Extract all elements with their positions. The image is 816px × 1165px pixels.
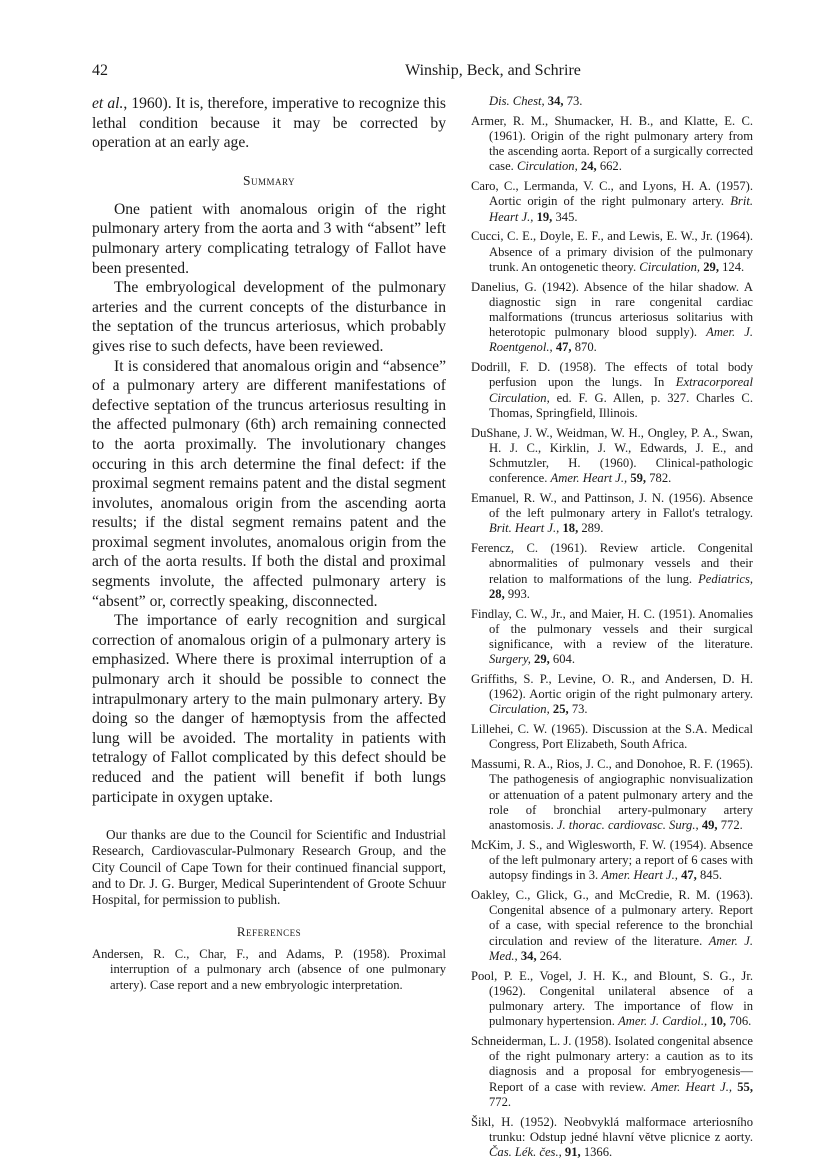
reference-pages: 993.	[507, 586, 530, 601]
reference-authors: DuShane, J. W., Weidman, W. H., Ongley, P. A., Swan, H. J. C., Kirklin, J. W., Edwards, J. E., and Schmutzler, H. (1960).	[471, 425, 753, 471]
reference-journal: Circulation,	[516, 159, 578, 174]
reference-item	[471, 114, 753, 175]
acknowledgement: Our thanks are due to the Council for Scientific and Industrial Research, Cardiovascular-Pulmonary Research Group, and the City Council of Cape Town for their continued financial support, and to Dr. J. G. Burger, Medical Superintendent of Groote Schuur Hospital, for permission to publish.	[92, 827, 446, 907]
reference-text: Absence of the left pulmonary artery in Fallot's tetralogy.	[489, 491, 753, 521]
reference-text: Discussion at the S.A. Medical Congress, Port Elizabeth, South Africa.	[489, 722, 753, 752]
reference-text: Congenital unilateral absence of a pulmonary artery. The importance of flow in pulmonary hypertension.	[489, 983, 753, 1029]
reference-item	[471, 360, 753, 421]
reference-journal: Amer. Heart J.,	[550, 471, 628, 486]
reference-item	[471, 722, 753, 752]
reference-volume: 49,	[701, 818, 718, 833]
reference-text: Aortic origin of the right pulmonary artery.	[489, 194, 725, 209]
reference-journal: Surgery,	[489, 652, 531, 667]
reference-pages: 706.	[729, 1014, 752, 1029]
reference-text: Absence of the hilar shadow. A diagnostic sign in rare congenital cardiac malformations (truncus arteriosus solitarius with heterotopic pulmonary blood supply).	[489, 279, 753, 340]
reference-journal: Amer. J. Cardiol.,	[618, 1014, 708, 1029]
reference-pages: 264.	[539, 948, 562, 963]
reference-journal: Amer. J. Med.,	[489, 933, 753, 963]
reference-item	[471, 1034, 753, 1110]
reference-item	[471, 969, 753, 1030]
reference-authors: Griffiths, S. P., Levine, O. R., and Andersen, D. H. (1962).	[471, 672, 753, 702]
reference-journal: Extracorporeal Circulation,	[489, 375, 753, 405]
reference-authors: Armer, R. M., Shumacker, H. B., and Klatte, E. C. (1961).	[471, 113, 753, 143]
reference-authors: Massumi, R. A., Rios, J. C., and Donohoe, R. F. (1965).	[471, 757, 753, 772]
reference-journal: Amer. J. Roentgenol.,	[489, 325, 753, 355]
reference-text: The effects of total body perfusion upon the lungs. In	[489, 360, 754, 390]
reference-authors: Lillehei, C. W. (1965).	[471, 722, 589, 737]
reference-text: Review article. Congenital abnormalities of pulmonary vessels and their relation to malformations of the lung.	[489, 541, 754, 586]
reference-authors: Emanuel, R. W., and Pattinson, J. N. (1956).	[471, 491, 706, 506]
reference-authors: Pool, P. E., Vogel, J. H. K., and Blount, S. G., Jr. (1962).	[471, 968, 753, 998]
page-number: 42	[92, 62, 108, 79]
reference-text: Clinical-pathologic conference.	[489, 456, 753, 486]
reference-text: Aortic origin of the right pulmonary artery.	[529, 687, 753, 702]
reference-item	[471, 757, 753, 833]
reference-volume: 55,	[737, 1079, 753, 1094]
reference-pages: 345.	[555, 209, 578, 224]
reference-volume: 47,	[681, 868, 697, 883]
reference-pages: 845.	[699, 868, 723, 883]
reference-text: Congenital absence of a pulmonary artery. Report of a case, with special reference to the bronchial circulation and review of the literature.	[489, 903, 753, 948]
reference-pages: 73.	[566, 94, 583, 108]
reference-journal: Brit. Heart J.,	[489, 521, 560, 536]
reference-item	[471, 888, 753, 964]
reference-volume: 24,	[580, 159, 597, 174]
running-head: Winship, Beck, and Schrire	[405, 62, 581, 79]
reference-pages: 662.	[599, 159, 622, 174]
reference-authors: Caro, C., Lermanda, V. C., and Lyons, H. A. (1957).	[471, 179, 753, 194]
intro-start: et al.	[92, 95, 124, 112]
reference-authors: Oakley, C., Glick, G., and McCredie, R. M. (1963).	[471, 888, 753, 903]
reference-journal: Brit. Heart J.,	[489, 194, 753, 224]
reference-volume: 18,	[562, 521, 579, 536]
reference-authors: Dodrill, F. D. (1958).	[471, 360, 597, 375]
reference-text: Isolated congenital absence of the right pulmonary artery: a caution as to its diagnosis and a proposal for embryogenesis—Report of a case with review.	[489, 1034, 753, 1094]
reference-item	[471, 179, 753, 225]
reference-volume: 29,	[534, 652, 550, 667]
reference-pages: 124.	[722, 259, 745, 274]
reference-authors: Ferencz, C. (1961).	[471, 541, 588, 556]
reference-item	[471, 491, 753, 537]
reference-text: Neobvyklá malformace arteriosního trunku: Odstup jedné hlavní větve plicnice z aorty.	[489, 1114, 753, 1144]
reference-volume: 91,	[564, 1145, 581, 1160]
reference-volume: 34,	[547, 94, 564, 108]
reference-authors: Šikl, H. (1952).	[471, 1114, 558, 1129]
reference-journal: Pediatrics,	[698, 571, 753, 586]
reference-pages: 772.	[489, 1094, 512, 1109]
reference-text: Origin of the right pulmonary artery from the ascending aorta. Report of a surgically corrected case.	[489, 129, 753, 174]
reference-text: Absence of a primary division of the pulmonary trunk. An ontogenetic theory.	[489, 244, 753, 274]
reference-volume: 34,	[520, 948, 537, 963]
reference-pages: 289.	[581, 521, 604, 536]
reference-volume: 59,	[630, 471, 647, 486]
reference-authors: Danelius, G. (1942).	[471, 279, 579, 294]
intro-paragraph	[92, 94, 446, 153]
summary-paragraph-4: The importance of early recognition and surgical correction of anomalous origin of a pulmonary artery is emphasized. Where there is proximal interruption of a pulmonary arch it should be possible to connect the intrapulmonary artery to the main pulmonary artery. By doing so the danger of hæmoptysis from the affected lung will be avoided. The mortality in patients with tetralogy of Fallot complicated by this defect should be reduced and the patient will benefit if both lungs participate in oxygen uptake.	[92, 612, 446, 806]
reference-pages: 73.	[571, 702, 588, 717]
reference-journal: Amer. Heart J.,	[601, 868, 678, 883]
reference-item	[471, 607, 753, 668]
reference-journal: Čas. Lék. čes.,	[489, 1145, 562, 1160]
reference-item	[471, 672, 753, 718]
reference-journal: Amer. Heart J.,	[651, 1079, 733, 1094]
reference-text: Proximal interruption of a pulmonary arch (absence of one pulmonary artery). Case report and a new embryologic interpretation.	[110, 947, 446, 992]
reference-item	[471, 229, 753, 275]
reference-authors: Cucci, C. E., Doyle, E. F., and Lewis, E. W., Jr. (1964).	[471, 229, 753, 244]
summary-paragraph-2: The embryological development of the pulmonary arteries and the current concepts of the disturbance in the septation of the truncus arteriosus, which probably gives rise to such defects, have been reviewed.	[92, 279, 446, 355]
reference-pages: 1366.	[583, 1145, 613, 1160]
summary-paragraph-1: One patient with anomalous origin of the right pulmonary artery from the aorta and 3 with “absent” left pulmonary artery complicating tetralogy of Fallot have been presented.	[92, 200, 446, 277]
reference-authors: McKim, J. S., and Wiglesworth, F. W. (1954).	[471, 837, 707, 852]
left-column	[92, 94, 446, 997]
reference-item	[92, 947, 446, 993]
reference-journal: Dis. Chest,	[489, 94, 545, 108]
reference-volume: 25,	[552, 702, 569, 717]
references-heading: References	[236, 924, 302, 940]
summary-paragraph-3: It is considered that anomalous origin and “absence” of a pulmonary artery are different manifestations of defective septation of the truncus arteriosus resulting in the affected pulmonary (6th) arch remaining connected to the aorta proximally. The involutionary changes occuring in this arch determine the final defect: if the proximal segment remains patent and the distal segment involutes, anomalous origin from the ascending aorta results; if the distal segment remains patent and the proximal segment involutes, anomalous origin from the arch of the aorta results. If both the distal and proximal segments involute, the affected pulmonary artery is “absent” or, correctly speaking, disconnected.	[92, 357, 446, 610]
reference-item	[471, 838, 753, 884]
reference-item	[471, 426, 753, 487]
reference-item	[471, 1115, 753, 1161]
reference-journal: Circulation,	[489, 702, 550, 717]
reference-volume: 10,	[710, 1014, 727, 1029]
reference-pages: 870.	[574, 340, 597, 355]
summary-heading: Summary	[242, 172, 296, 188]
reference-authors: Findlay, C. W., Jr., and Maier, H. C. (1951).	[471, 606, 696, 621]
reference-text: The pathogenesis of angiographic nonvisualization or attenuation of a patent pulmonary artery and the role of bronchial artery-pulmonary artery anastomosis.	[489, 772, 753, 833]
reference-volume: 47,	[555, 340, 572, 355]
reference-volume: 19,	[536, 209, 553, 224]
intro-rest: , 1960). It is, therefore, imperative to recognize this lethal condition because it may be corrected by operation at an early age.	[92, 95, 447, 152]
reference-journal: J. thorac. cardiovasc. Surg.,	[556, 818, 699, 833]
reference-item	[471, 280, 753, 356]
reference-authors: Andersen, R. C., Char, F., and Adams, P. (1958).	[92, 947, 390, 962]
reference-volume: 29,	[703, 259, 719, 274]
reference-journal: Circulation,	[639, 259, 701, 274]
reference-pages: 782.	[649, 471, 672, 486]
reference-item	[471, 541, 753, 602]
reference-volume: 28,	[489, 586, 505, 601]
reference-authors: Schneiderman, L. J. (1958).	[471, 1034, 612, 1049]
reference-text: Absence of the left pulmonary artery; a report of 6 cases with autopsy findings in 3.	[489, 837, 753, 883]
reference-pages: 772.	[720, 818, 743, 833]
reference-text: Anomalies of the pulmonary vessels and their surgical significance, with a review of the literature.	[489, 606, 753, 652]
reference-pages: ed. F. G. Allen, p. 327. Charles C. Thomas, Springfield, Illinois.	[489, 390, 753, 420]
reference-pages: 604.	[552, 652, 575, 667]
right-column	[471, 94, 753, 1165]
reference-continuation	[489, 94, 753, 109]
